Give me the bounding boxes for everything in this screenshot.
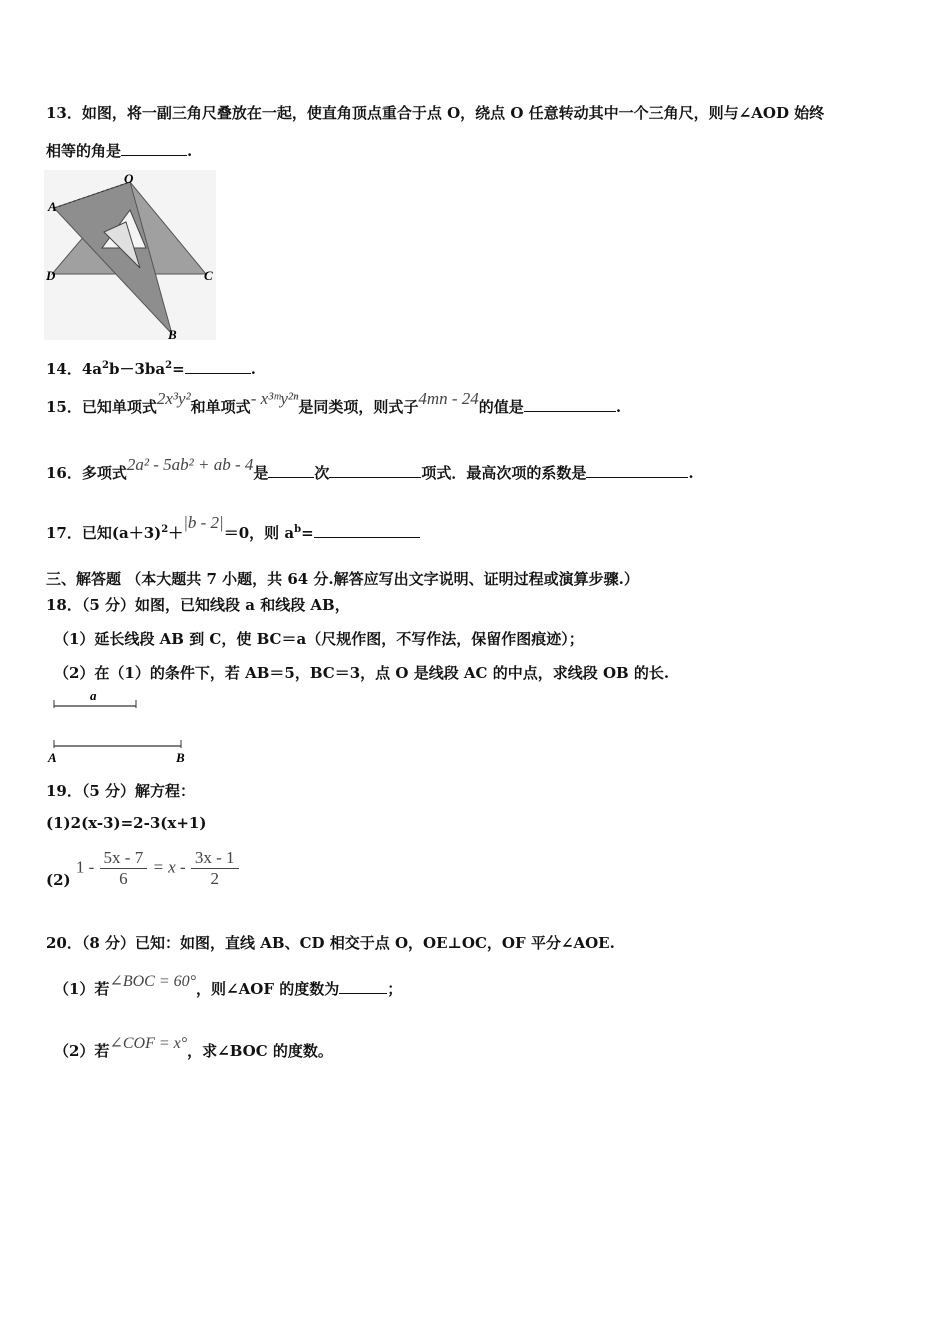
q17-sup: 2 xyxy=(161,524,169,535)
label-A: A xyxy=(48,750,57,765)
q20-part1-prefix: （1）若 xyxy=(54,980,110,998)
answer-blank xyxy=(339,979,387,994)
label-A: A xyxy=(48,199,57,214)
section-3-title: 三、解答题 （本大题共 7 小题，共 64 分.解答应写出文字说明、证明过程或演算步骤.） xyxy=(46,570,639,588)
q13-line2-text: 相等的角是 xyxy=(46,142,122,160)
triangle-rulers-figure xyxy=(44,170,216,340)
q13-line1: 13．如图，将一副三角尺叠放在一起，使直角顶点重合于点 O，绕点 O 任意转动其中一个三角尺，则与∠AOD 始终 xyxy=(46,104,825,122)
fraction-1-denominator: 6 xyxy=(119,869,128,888)
q18-part2: （2）在（1）的条件下，若 AB＝5，BC＝3，点 O 是线段 AC 的中点，求线段 OB 的长. xyxy=(54,664,670,682)
q20-part1-condition: ∠BOC = 60° xyxy=(109,973,197,990)
q19-part2-label: (2) xyxy=(46,870,71,889)
answer-blank xyxy=(314,523,420,538)
q17-plus: ＋ xyxy=(168,524,184,542)
q15-prefix: 15．已知单项式 xyxy=(46,398,157,416)
q15-monomial-1: 2x³y² xyxy=(156,389,191,408)
q16-end: . xyxy=(688,464,694,482)
q20-part1 xyxy=(54,973,403,999)
q15 xyxy=(46,389,622,417)
q19-one: 1 - xyxy=(75,857,95,877)
q19-part1: (1)2(x-3)=2-3(x+1) xyxy=(46,814,207,832)
label-B: B xyxy=(176,750,185,765)
q17-eq: = xyxy=(301,524,314,542)
q15-mid2: 是同类项，则式子 xyxy=(298,398,419,416)
q13-end: . xyxy=(187,142,193,160)
answer-blank xyxy=(121,141,187,156)
label-D: D xyxy=(46,268,56,283)
fraction-1 xyxy=(100,848,148,889)
fraction-2-denominator: 2 xyxy=(210,869,219,888)
q14-eq: = xyxy=(172,360,185,378)
q16-t1: 是 xyxy=(253,464,269,482)
q20-head: 20．（8 分）已知：如图，直线 AB、CD 相交于点 O，OE⊥OC，OF 平分∠AOE. xyxy=(46,934,615,952)
q20-part1-end: ； xyxy=(387,980,403,998)
q15-expression: 4mn - 24 xyxy=(418,389,479,408)
q18-head: 18．（5 分）如图，已知线段 a 和线段 AB， xyxy=(46,596,350,614)
q20-part2-prefix: （2）若 xyxy=(54,1042,110,1060)
answer-blank xyxy=(586,463,688,478)
q20-part2-text: ，求∠BOC 的度数。 xyxy=(187,1042,333,1060)
q18-part1: （1）延长线段 AB 到 C，使 BC＝a（尺规作图，不写作法，保留作图痕迹）； xyxy=(54,630,584,648)
q19-head: 19．（5 分）解方程： xyxy=(46,782,196,800)
segments-figure xyxy=(46,688,196,770)
fraction-1-numerator: 5x - 7 xyxy=(100,848,148,869)
q16 xyxy=(46,455,694,483)
q16-prefix: 16．多项式 xyxy=(46,464,127,482)
label-O: O xyxy=(124,171,134,186)
q15-mid: 和单项式 xyxy=(190,398,251,416)
fraction-2 xyxy=(191,848,239,889)
fraction-2-numerator: 3x - 1 xyxy=(191,848,239,869)
q17 xyxy=(46,513,420,543)
label-a: a xyxy=(90,688,97,703)
q17-absolute-value: |b - 2| xyxy=(183,513,224,532)
answer-blank xyxy=(524,397,616,412)
answer-blank xyxy=(185,359,251,374)
label-B: B xyxy=(168,327,177,340)
label-C: C xyxy=(204,268,213,283)
q16-polynomial: 2a² - 5ab² + ab - 4 xyxy=(126,455,254,474)
q19-part2 xyxy=(46,848,239,889)
q17-prefix: 17．已知(a＋3) xyxy=(46,524,162,542)
answer-blank xyxy=(329,463,421,478)
q15-end-text: 的值是 xyxy=(478,398,524,416)
q14-sup2: 2 xyxy=(165,360,173,371)
q13-line2 xyxy=(46,140,192,161)
q14-expr-b: b－3ba xyxy=(109,360,166,378)
q14-expr-a: 4a xyxy=(81,360,103,378)
q16-t3: 项式．最高次项的系数是 xyxy=(421,464,587,482)
q14-end: . xyxy=(250,360,256,378)
q14 xyxy=(46,358,256,379)
q20-part2 xyxy=(54,1035,333,1061)
answer-blank xyxy=(268,463,314,478)
q16-t2: 次 xyxy=(314,464,330,482)
q17-mid: ＝0，则 a xyxy=(223,524,295,542)
q20-part1-text: ，则∠AOF 的度数为 xyxy=(196,980,340,998)
q15-monomial-2: - x³ᵐy²ⁿ xyxy=(250,389,299,408)
q20-part2-condition: ∠COF = x° xyxy=(109,1035,188,1052)
q17-sup2: b xyxy=(294,524,302,535)
q15-end: . xyxy=(615,398,622,416)
q19-mid: = x - xyxy=(152,857,186,877)
q14-prefix: 14． xyxy=(46,360,82,378)
q14-sup1: 2 xyxy=(102,360,109,371)
